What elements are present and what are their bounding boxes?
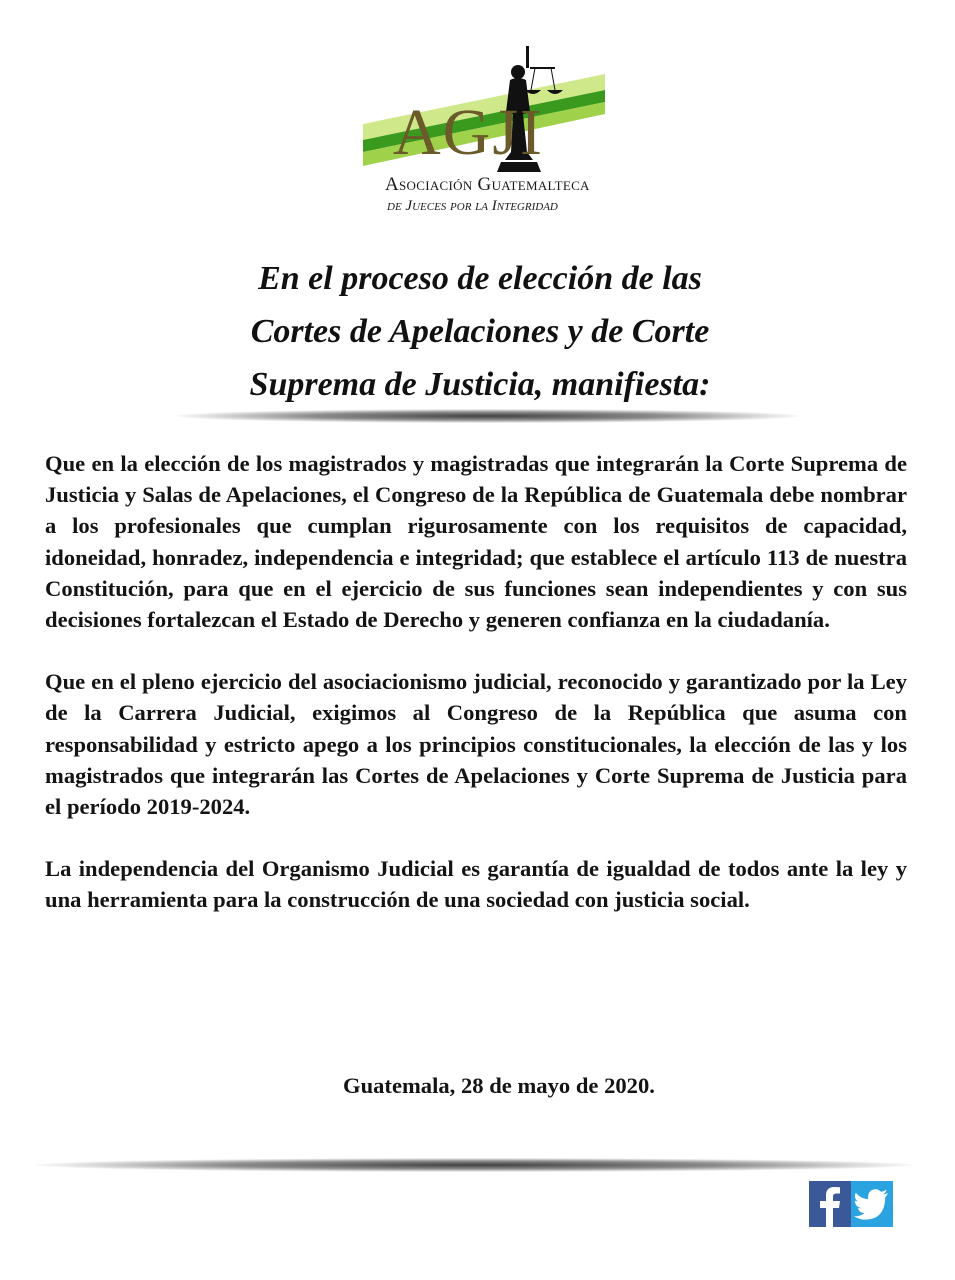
social-links [809,1181,893,1227]
heading-line-3: Suprema de Justicia, manifiesta: [249,366,711,403]
facebook-icon[interactable] [809,1181,851,1227]
paragraph-2: Que en el pleno ejercicio del asociacionismo judicial, reconocido y garantizado por la Ley de la Carrera Judicial, exigimos al Congreso de la República que asuma con responsabilidad y estricto apego a los principios constitucionales, la elección de las y los magistrados que integrarán las Cortes de Apelaciones y Corte Suprema de Justicia para el período 2019-2024. [45,669,907,820]
paragraph-1: Que en la elección de los magistrados y magistradas que integrarán la Corte Suprema de Justicia y Salas de Apelaciones, el Congreso de la República de Guatemala debe nombrar a los profesionales que cumplan rigurosamente con los requisitos de capacidad, idoneidad, honradez, independencia e integridad; que establece el artículo 113 de nuestra Constitución, para que en el ejercicio de sus funciones sean independientes y con sus decisiones fortalezcan el Estado de Derecho y generen confianza en la ciudadanía. [45,451,907,633]
place-date-signoff: Guatemala, 28 de mayo de 2020. [343,1073,655,1098]
logo-graphic [355,42,615,172]
paragraph-3: La independencia del Organismo Judicial es garantía de igualdad de todos ante la ley y una herramienta para la construcción de una sociedad con justicia social. [45,856,907,913]
heading-line-1: En el proceso de elección de las [258,260,702,297]
heading-line-2: Cortes de Apelaciones y de Corte [250,313,710,350]
footer-divider [35,1158,915,1172]
logo-letters: AGJI [393,96,544,169]
agji-logo [355,42,615,222]
page-heading [160,252,800,411]
twitter-icon[interactable] [851,1181,893,1227]
statement-body [45,448,907,947]
heading-divider [175,409,800,423]
logo-org-tagline: de Jueces por la Integridad [387,198,558,214]
logo-org-name: Asociación Guatemalteca [385,174,590,195]
